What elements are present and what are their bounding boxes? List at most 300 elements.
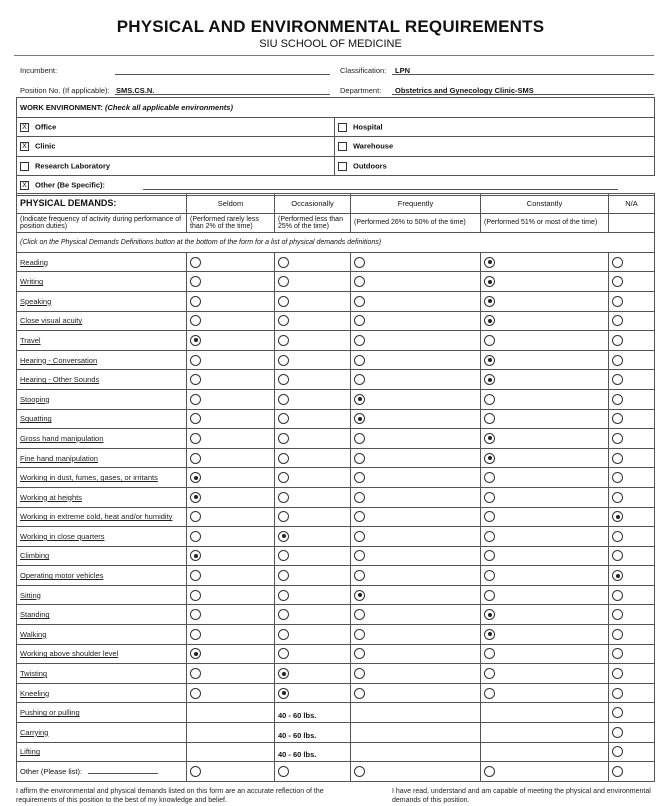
demand-label [17, 331, 187, 351]
frequency-radio[interactable] [354, 374, 365, 385]
desc-constantly: (Performed 51% or most of the time) [481, 213, 609, 233]
table-row [17, 409, 655, 429]
frequency-radio[interactable] [190, 472, 201, 483]
frequency-radio[interactable] [278, 315, 289, 326]
radio-cell [609, 487, 655, 507]
frequency-radio[interactable] [612, 453, 623, 464]
frequency-radio[interactable] [484, 355, 495, 366]
frequency-radio[interactable] [612, 276, 623, 287]
frequency-radio[interactable] [612, 570, 623, 581]
demand-definition-link[interactable]: Standing [20, 610, 50, 620]
frequency-radio[interactable] [278, 296, 289, 307]
frequency-radio[interactable] [278, 511, 289, 522]
table-row [17, 350, 655, 370]
frequency-radio[interactable] [484, 374, 495, 385]
frequency-radio[interactable] [190, 648, 201, 659]
radio-cell [609, 664, 655, 684]
demand-definition-link[interactable]: Squatting [20, 414, 52, 424]
radio-cell [187, 507, 275, 527]
frequency-radio[interactable] [484, 492, 495, 503]
demand-definition-link[interactable]: Reading [20, 257, 48, 267]
col-na: N/A [609, 194, 655, 214]
frequency-radio[interactable] [278, 433, 289, 444]
frequency-radio[interactable] [354, 629, 365, 640]
frequency-radio[interactable] [612, 648, 623, 659]
env-outdoors[interactable]: Outdoors [335, 156, 655, 176]
radio-cell [187, 487, 275, 507]
radio-cell [187, 350, 275, 370]
radio-cell [187, 272, 275, 292]
radio-cell [187, 311, 275, 331]
frequency-radio[interactable] [484, 688, 495, 699]
frequency-radio[interactable] [190, 629, 201, 640]
frequency-radio[interactable] [190, 276, 201, 287]
radio-cell [187, 625, 275, 645]
incumbent-field[interactable] [115, 74, 330, 75]
na-radio[interactable] [612, 727, 623, 738]
frequency-radio[interactable] [190, 609, 201, 620]
frequency-radio[interactable] [190, 570, 201, 581]
desc-frequently: (Performed 26% to 50% of the time) [351, 213, 481, 233]
work-environment-table [16, 97, 655, 196]
demand-label [17, 429, 187, 449]
radio-cell [351, 429, 481, 449]
col-occasionally: Occasionally [275, 194, 351, 214]
radio-cell [187, 291, 275, 311]
radio-cell [609, 448, 655, 468]
demand-definition-link[interactable]: Working in close quarters [20, 531, 105, 541]
radio-cell [351, 331, 481, 351]
checkbox[interactable] [20, 162, 29, 171]
frequency-radio[interactable] [278, 648, 289, 659]
department-label: Department: [340, 86, 382, 95]
radio-cell [481, 468, 609, 488]
frequency-radio[interactable] [354, 257, 365, 268]
radio-cell [481, 448, 609, 468]
frequency-radio[interactable] [612, 629, 623, 640]
frequency-radio[interactable] [484, 296, 495, 307]
frequency-radio[interactable] [612, 315, 623, 326]
demand-definition-link[interactable]: Working in extreme cold, heat and/or humidity [20, 512, 173, 522]
table-row [17, 389, 655, 409]
radio-cell [187, 762, 275, 782]
demand-definition-link[interactable]: Sitting [20, 590, 41, 600]
radio-cell [609, 625, 655, 645]
demand-label [17, 585, 187, 605]
frequency-radio[interactable] [612, 472, 623, 483]
demand-definition-link[interactable]: Writing [20, 277, 44, 287]
radio-cell [609, 742, 655, 762]
demand-label [17, 605, 187, 625]
demand-definition-link[interactable]: Close visual acuity [20, 316, 83, 326]
table-row [17, 448, 655, 468]
frequency-radio[interactable] [278, 550, 289, 561]
frequency-radio[interactable] [612, 609, 623, 620]
frequency-radio[interactable] [484, 668, 495, 679]
demand-definition-link[interactable]: Hearing - Other Sounds [20, 375, 100, 385]
radio-cell [481, 605, 609, 625]
frequency-radio[interactable] [484, 629, 495, 640]
frequency-radio[interactable] [278, 276, 289, 287]
table-row [17, 664, 655, 684]
frequency-radio[interactable] [354, 766, 365, 777]
table-row [17, 683, 655, 703]
frequency-radio[interactable] [612, 668, 623, 679]
radio-cell [275, 448, 351, 468]
demand-label [17, 664, 187, 684]
frequency-radio[interactable] [190, 296, 201, 307]
weight-value[interactable]: 40 - 60 lbs. [275, 742, 351, 762]
frequency-radio[interactable] [278, 531, 289, 542]
radio-cell [187, 683, 275, 703]
frequency-radio[interactable] [484, 315, 495, 326]
frequency-radio[interactable] [484, 550, 495, 561]
radio-cell [275, 429, 351, 449]
weight-value[interactable]: 40 - 60 lbs. [275, 703, 351, 723]
radio-cell [275, 291, 351, 311]
frequency-radio[interactable] [190, 590, 201, 601]
table-row [17, 291, 655, 311]
frequency-radio[interactable] [612, 550, 623, 561]
radio-cell [275, 350, 351, 370]
radio-cell [351, 468, 481, 488]
radio-cell [351, 605, 481, 625]
checkbox[interactable]: X [20, 123, 29, 132]
frequency-radio[interactable] [484, 511, 495, 522]
desc-occasionally: (Performed less than 25% of the time) [275, 213, 351, 233]
demand-definition-link[interactable]: Carrying [20, 727, 49, 737]
radio-cell [351, 389, 481, 409]
radio-cell [609, 468, 655, 488]
frequency-radio[interactable] [190, 531, 201, 542]
radio-cell [481, 527, 609, 547]
radio-cell [609, 429, 655, 449]
radio-cell [275, 311, 351, 331]
demand-definition-link[interactable]: Working in dust, fumes, gases, or irritants [20, 473, 158, 483]
radio-cell [275, 566, 351, 586]
radio-cell [609, 585, 655, 605]
radio-cell [609, 331, 655, 351]
frequency-radio[interactable] [612, 766, 623, 777]
frequency-radio[interactable] [190, 335, 201, 346]
frequency-radio[interactable] [278, 374, 289, 385]
frequency-radio[interactable] [190, 433, 201, 444]
department-field[interactable] [392, 94, 654, 95]
frequency-radio[interactable] [354, 335, 365, 346]
frequency-radio[interactable] [278, 472, 289, 483]
table-row [17, 723, 655, 743]
radio-cell [351, 683, 481, 703]
classification-label: Classification: [340, 66, 387, 75]
frequency-radio[interactable] [484, 609, 495, 620]
demand-definition-link[interactable]: Working above shoulder level [20, 649, 119, 659]
checkbox[interactable]: X [20, 142, 29, 151]
frequency-radio[interactable] [278, 394, 289, 405]
demand-definition-link[interactable]: Twisting [20, 669, 48, 679]
frequency-radio[interactable] [190, 453, 201, 464]
demand-definition-link[interactable]: Kneeling [20, 688, 50, 698]
other-label: Other (Please list): [20, 767, 83, 777]
frequency-radio[interactable] [278, 257, 289, 268]
env-other[interactable]: X Other (Be Specific): [17, 176, 655, 196]
checkbox[interactable]: X [20, 181, 29, 190]
radio-cell [481, 370, 609, 390]
radio-cell [481, 487, 609, 507]
other-specify-field[interactable] [143, 189, 618, 190]
frequency-radio[interactable] [190, 550, 201, 561]
frequency-radio[interactable] [278, 629, 289, 640]
table-row [17, 487, 655, 507]
frequency-radio[interactable] [612, 433, 623, 444]
frequency-radio[interactable] [484, 472, 495, 483]
frequency-radio[interactable] [484, 590, 495, 601]
radio-cell [187, 409, 275, 429]
frequency-radio[interactable] [190, 355, 201, 366]
radio-cell [481, 272, 609, 292]
frequency-radio[interactable] [484, 570, 495, 581]
radio-cell [351, 644, 481, 664]
demand-definition-link[interactable]: Lifting [20, 747, 41, 757]
frequency-radio[interactable] [354, 296, 365, 307]
col-seldom: Seldom [187, 194, 275, 214]
frequency-radio[interactable] [484, 335, 495, 346]
radio-cell [481, 644, 609, 664]
na-radio[interactable] [612, 707, 623, 718]
radio-cell [351, 252, 481, 272]
frequency-radio[interactable] [354, 492, 365, 503]
frequency-radio[interactable] [354, 531, 365, 542]
table-row [17, 468, 655, 488]
frequency-radio[interactable] [190, 413, 201, 424]
radio-cell [609, 311, 655, 331]
frequency-radio[interactable] [354, 668, 365, 679]
col-frequently: Frequently [351, 194, 481, 214]
radio-cell [351, 585, 481, 605]
radio-cell [481, 389, 609, 409]
demand-label [17, 527, 187, 547]
frequency-radio[interactable] [612, 335, 623, 346]
radio-cell [275, 644, 351, 664]
table-row [17, 272, 655, 292]
frequency-radio[interactable] [278, 668, 289, 679]
frequency-radio[interactable] [612, 257, 623, 268]
radio-cell [275, 546, 351, 566]
radio-cell [609, 409, 655, 429]
radio-cell [351, 507, 481, 527]
frequency-radio[interactable] [484, 413, 495, 424]
radio-cell [609, 507, 655, 527]
frequency-radio[interactable] [354, 688, 365, 699]
frequency-radio[interactable] [190, 315, 201, 326]
frequency-radio[interactable] [354, 570, 365, 581]
frequency-radio[interactable] [354, 276, 365, 287]
page-title: PHYSICAL AND ENVIRONMENTAL REQUIREMENTS [116, 17, 545, 36]
frequency-radio[interactable] [484, 276, 495, 287]
frequency-radio[interactable] [278, 492, 289, 503]
radio-cell [481, 252, 609, 272]
table-row [17, 311, 655, 331]
frequency-radio[interactable] [278, 766, 289, 777]
frequency-radio[interactable] [354, 550, 365, 561]
env-office[interactable]: X Office [17, 117, 335, 137]
frequency-radio[interactable] [484, 648, 495, 659]
demand-definition-link[interactable]: Walking [20, 629, 47, 639]
frequency-radio[interactable] [612, 511, 623, 522]
classification-value[interactable]: LPN [395, 66, 410, 75]
demand-definition-link[interactable]: Travel [20, 335, 41, 345]
frequency-radio[interactable] [612, 296, 623, 307]
frequency-radio[interactable] [484, 257, 495, 268]
radio-cell [351, 311, 481, 331]
other-demand-field[interactable] [88, 773, 158, 774]
radio-cell [609, 370, 655, 390]
frequency-radio[interactable] [484, 766, 495, 777]
radio-cell [187, 664, 275, 684]
position-value[interactable]: SMS.CS.N. [116, 86, 155, 95]
frequency-radio[interactable] [354, 590, 365, 601]
radio-cell [187, 605, 275, 625]
radio-cell [609, 389, 655, 409]
demand-label [17, 644, 187, 664]
frequency-radio[interactable] [612, 492, 623, 503]
frequency-radio[interactable] [190, 257, 201, 268]
demand-definition-link[interactable]: Hearing - Conversation [20, 355, 98, 365]
demand-definition-link[interactable]: Working at heights [20, 492, 82, 502]
demand-definition-link[interactable]: Climbing [20, 551, 50, 561]
checkbox[interactable] [338, 123, 347, 132]
radio-cell [609, 566, 655, 586]
frequency-radio[interactable] [278, 590, 289, 601]
empty-cell [351, 723, 481, 743]
radio-cell [481, 409, 609, 429]
radio-cell [187, 468, 275, 488]
radio-cell [275, 625, 351, 645]
frequency-radio[interactable] [354, 472, 365, 483]
radio-cell [351, 409, 481, 429]
env-research-lab[interactable]: Research Laboratory [17, 156, 335, 176]
table-row [17, 625, 655, 645]
frequency-radio[interactable] [612, 374, 623, 385]
classification-field[interactable] [392, 74, 654, 75]
demand-definition-link[interactable]: Speaking [20, 296, 52, 306]
demand-definition-link[interactable]: Fine hand manipulation [20, 453, 98, 463]
checkbox[interactable] [338, 162, 347, 171]
env-warehouse[interactable]: Warehouse [335, 137, 655, 157]
checkbox[interactable] [338, 142, 347, 151]
table-row [17, 546, 655, 566]
frequency-radio[interactable] [484, 394, 495, 405]
frequency-radio[interactable] [278, 355, 289, 366]
frequency-radio[interactable] [190, 688, 201, 699]
work-env-heading: WORK ENVIRONMENT: (Check all applicable environments) [17, 98, 655, 118]
na-radio[interactable] [612, 746, 623, 757]
frequency-radio[interactable] [612, 531, 623, 542]
physical-demands-table [16, 193, 655, 782]
radio-cell [481, 429, 609, 449]
radio-cell [351, 762, 481, 782]
frequency-radio[interactable] [484, 433, 495, 444]
demand-label [17, 546, 187, 566]
radio-cell [275, 252, 351, 272]
department-value[interactable]: Obstetrics and Gynecology Clinic-SMS [395, 86, 534, 95]
frequency-radio[interactable] [612, 590, 623, 601]
frequency-radio[interactable] [278, 570, 289, 581]
frequency-radio[interactable] [354, 511, 365, 522]
frequency-radio[interactable] [278, 453, 289, 464]
radio-cell [481, 350, 609, 370]
radio-cell [351, 448, 481, 468]
frequency-radio[interactable] [278, 688, 289, 699]
frequency-radio[interactable] [190, 492, 201, 503]
frequency-radio[interactable] [612, 394, 623, 405]
frequency-radio[interactable] [354, 453, 365, 464]
radio-cell [187, 389, 275, 409]
demand-definition-link[interactable]: Stooping [20, 394, 50, 404]
demand-label [17, 350, 187, 370]
empty-cell [351, 703, 481, 723]
desc-seldom: (Performed rarely less than 2% of the time) [187, 213, 275, 233]
demand-label [17, 566, 187, 586]
table-row [17, 566, 655, 586]
frequency-radio[interactable] [190, 668, 201, 679]
radio-cell [275, 409, 351, 429]
radio-cell [275, 487, 351, 507]
demand-label [17, 291, 187, 311]
frequency-radio[interactable] [190, 394, 201, 405]
position-field[interactable] [115, 94, 330, 95]
frequency-radio[interactable] [190, 766, 201, 777]
radio-cell [609, 252, 655, 272]
env-hospital[interactable]: Hospital [335, 117, 655, 137]
desc-na [609, 213, 655, 233]
radio-cell [481, 625, 609, 645]
page-subtitle: SIU SCHOOL OF MEDICINE [259, 38, 402, 50]
frequency-radio[interactable] [354, 433, 365, 444]
frequency-radio[interactable] [612, 413, 623, 424]
frequency-radio[interactable] [484, 531, 495, 542]
frequency-radio[interactable] [354, 355, 365, 366]
demand-label [17, 703, 187, 723]
frequency-radio[interactable] [278, 413, 289, 424]
frequency-radio[interactable] [190, 374, 201, 385]
frequency-radio[interactable] [278, 609, 289, 620]
frequency-radio[interactable] [354, 394, 365, 405]
frequency-radio[interactable] [354, 315, 365, 326]
frequency-radio[interactable] [354, 648, 365, 659]
frequency-radio[interactable] [278, 335, 289, 346]
demand-label [17, 389, 187, 409]
frequency-radio[interactable] [484, 453, 495, 464]
frequency-radio[interactable] [612, 355, 623, 366]
frequency-radio[interactable] [354, 609, 365, 620]
demand-definition-link[interactable]: Pushing or pulling [20, 708, 80, 718]
table-row [17, 527, 655, 547]
radio-cell [351, 291, 481, 311]
position-label: Position No. (If applicable): [20, 86, 110, 95]
empty-cell [187, 723, 275, 743]
frequency-radio[interactable] [190, 511, 201, 522]
radio-cell [275, 683, 351, 703]
demand-definition-link[interactable]: Gross hand manipulation [20, 433, 104, 443]
demand-definition-link[interactable]: Operating motor vehicles [20, 571, 104, 581]
weight-value[interactable]: 40 - 60 lbs. [275, 723, 351, 743]
radio-cell [481, 585, 609, 605]
radio-cell [351, 625, 481, 645]
radio-cell [609, 723, 655, 743]
frequency-radio[interactable] [612, 688, 623, 699]
env-clinic[interactable]: X Clinic [17, 137, 335, 157]
frequency-radio[interactable] [354, 413, 365, 424]
